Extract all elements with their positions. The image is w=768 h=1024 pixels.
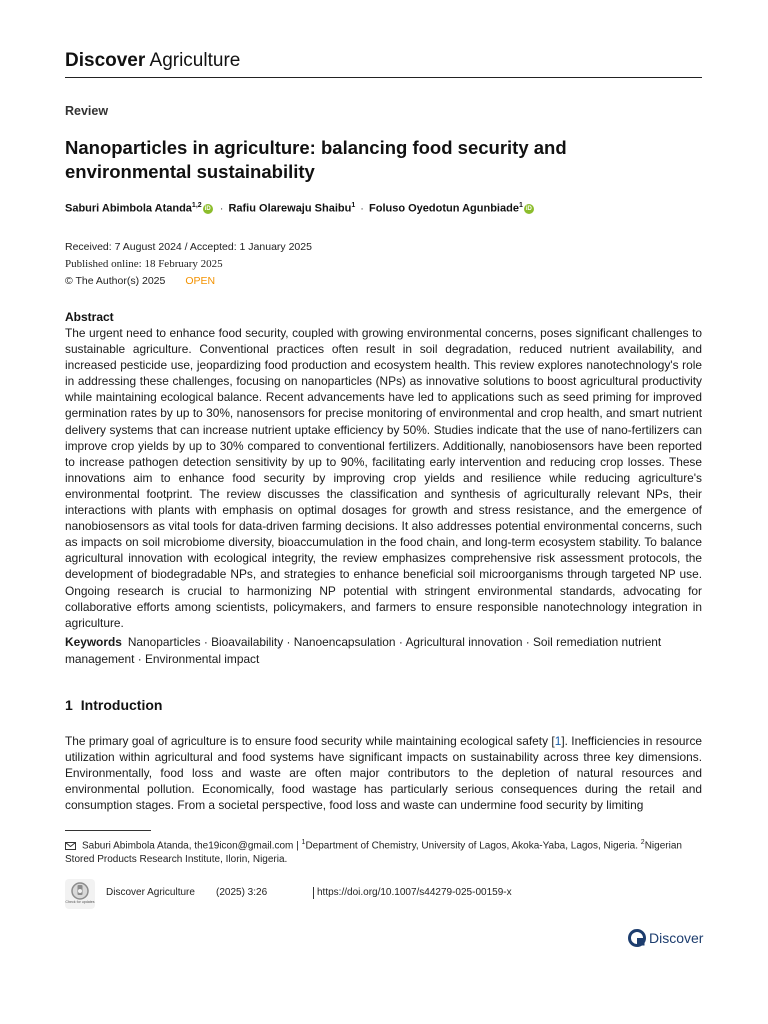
article-type: Review xyxy=(65,104,109,118)
affiliation-number: 1 xyxy=(301,839,306,846)
envelope-icon xyxy=(65,842,76,850)
affiliation-text: Department of Chemistry, University of Lagos, Akoka-Yaba, Lagos, Nigeria. xyxy=(305,840,641,852)
discover-logo-icon xyxy=(628,929,646,947)
keywords-label: Keywords xyxy=(65,635,122,649)
keywords xyxy=(65,634,702,667)
intro-text: ]. Inefficiencies in resource utilization within agricultural and food systems have significant impacts on sustainability across three key dimensions. Environmentally, food loss and waste are often major contributors to the depletion of natural resources and environmental pollution. Economically, food wastage has particularly serious consequences during the retail and consumption stages. From a societal perspective, food loss and waste can undermine food security by limiting xyxy=(65,734,702,813)
publisher-logo xyxy=(628,929,703,947)
section-number: 1 xyxy=(65,697,73,713)
author-affiliation: 1,2 xyxy=(191,202,202,209)
publisher-name: Discover xyxy=(649,930,704,946)
citation-link[interactable]: 1 xyxy=(554,734,562,748)
copyright-line xyxy=(65,273,312,290)
footer-journal: Discover Agriculture xyxy=(106,887,195,898)
journal-name: Agriculture xyxy=(149,50,241,71)
author-name[interactable]: Saburi Abimbola Atanda xyxy=(65,202,192,215)
footnote xyxy=(65,836,702,867)
footnote-rule xyxy=(65,830,151,831)
section-title: Introduction xyxy=(80,697,163,713)
footer-divider xyxy=(313,887,314,899)
badge-text: Check for updates xyxy=(65,900,95,904)
published-date: Published online: 18 February 2025 xyxy=(65,258,223,270)
header-rule xyxy=(65,77,702,78)
author-separator: · xyxy=(219,202,224,215)
orcid-icon[interactable]: iD xyxy=(204,205,211,212)
author-list xyxy=(65,202,536,215)
author-name[interactable]: Foluso Oyedotun Agunbiade xyxy=(369,202,519,215)
abstract-text: The urgent need to enhance food security, coupled with growing environmental concerns, poses significant challenges to sustainable agriculture. Conventional practices often result in soil degradation, reduced nutrient availability, and increased pesticide use, jeopardizing food production and ecosystem health. This review explores nanotechnology's role in addressing these challenges, focusing on nanoparticles (NPs) as innovative solutions to boost agricultural productivity while maintaining ecological balance. Recent advancements have led to applications such as seed priming for improved germination rates by up to 30%, nanosensors for precise monitoring of environmental and crop health, and smart nutrient delivery systems that can increase nutrient uptake efficiency by 50%. Studies indicate that the use of nano-fertilizers can improve crop yields by up to 30% compared to conventional fertilizers. Additionally, nanobiosensors have been reported to increase pathogen detection sensitivity by up to 90%, facilitating early intervention and reducing crop losses. These innovations aim to enhance food security by improving crop yields and resilience while reducing agriculture's environmental footprint. The review discusses the classification and synthesis of agriculturally relevant NPs, their interactions with plants with emphasis on optimal dosages for growth and stress resistance, and the emergence of nanobiosensors as vital tools for data-driven farming decisions. It also addresses potential environmental concerns, such as impacts on soil microbiome diversity, bioaccumulation in the food chain, and long-term ecosystem stability. To balance agricultural innovation with ecological integrity, the review emphasizes comprehensive risk assessment protocols, the development of biodegradable NPs, and strategies to enhance beneficial soil microorganisms through targeted NP use. Ongoing research is crucial to harmonizing NP potential with stringent environmental standards, advocating for collaborative efforts among scientists, policymakers, and farmers to ensure responsible nanotechnology integration in agriculture. xyxy=(65,326,702,630)
author-name[interactable]: Rafiu Olarewaju Shaibu xyxy=(228,202,352,215)
journal-header xyxy=(65,50,240,72)
author-affiliation: 1 xyxy=(351,202,356,209)
abstract-heading: Abstract xyxy=(65,310,114,324)
author-separator: · xyxy=(360,202,364,215)
journal-brand: Discover xyxy=(65,50,146,71)
intro-paragraph xyxy=(65,733,702,813)
article-dates xyxy=(65,239,312,290)
copyright: © The Author(s) 2025 xyxy=(65,275,166,287)
received-accepted: Received: 7 August 2024 / Accepted: 1 January 2025 xyxy=(65,241,312,253)
affiliation-text: Nigerian Stored Products Research Institute, Ilorin, Nigeria. xyxy=(65,840,682,866)
article-title: Nanoparticles in agriculture: balancing food security and environmental sustainability xyxy=(65,137,567,182)
author-affiliation: 1 xyxy=(518,202,523,209)
section-heading xyxy=(65,697,162,713)
open-access-badge: OPEN xyxy=(185,275,216,287)
check-for-updates-icon[interactable] xyxy=(65,879,95,909)
corresponding-author: Saburi Abimbola Atanda, the19icon@gmail.com | xyxy=(82,840,302,852)
doi-link[interactable]: https://doi.org/10.1007/s44279-025-00159-x xyxy=(317,887,512,898)
intro-text: The primary goal of agriculture is to ensure food security while maintaining ecological safety [ xyxy=(65,734,555,748)
keywords-list: Nanoparticles · Bioavailability · Nanoencapsulation · Agricultural innovation · Soil remediation nutrient management · Environmental impact xyxy=(65,635,662,666)
orcid-icon[interactable]: iD xyxy=(525,205,532,212)
footer-volume: (2025) 3:26 xyxy=(216,887,268,898)
affiliation-number: 2 xyxy=(640,839,645,846)
